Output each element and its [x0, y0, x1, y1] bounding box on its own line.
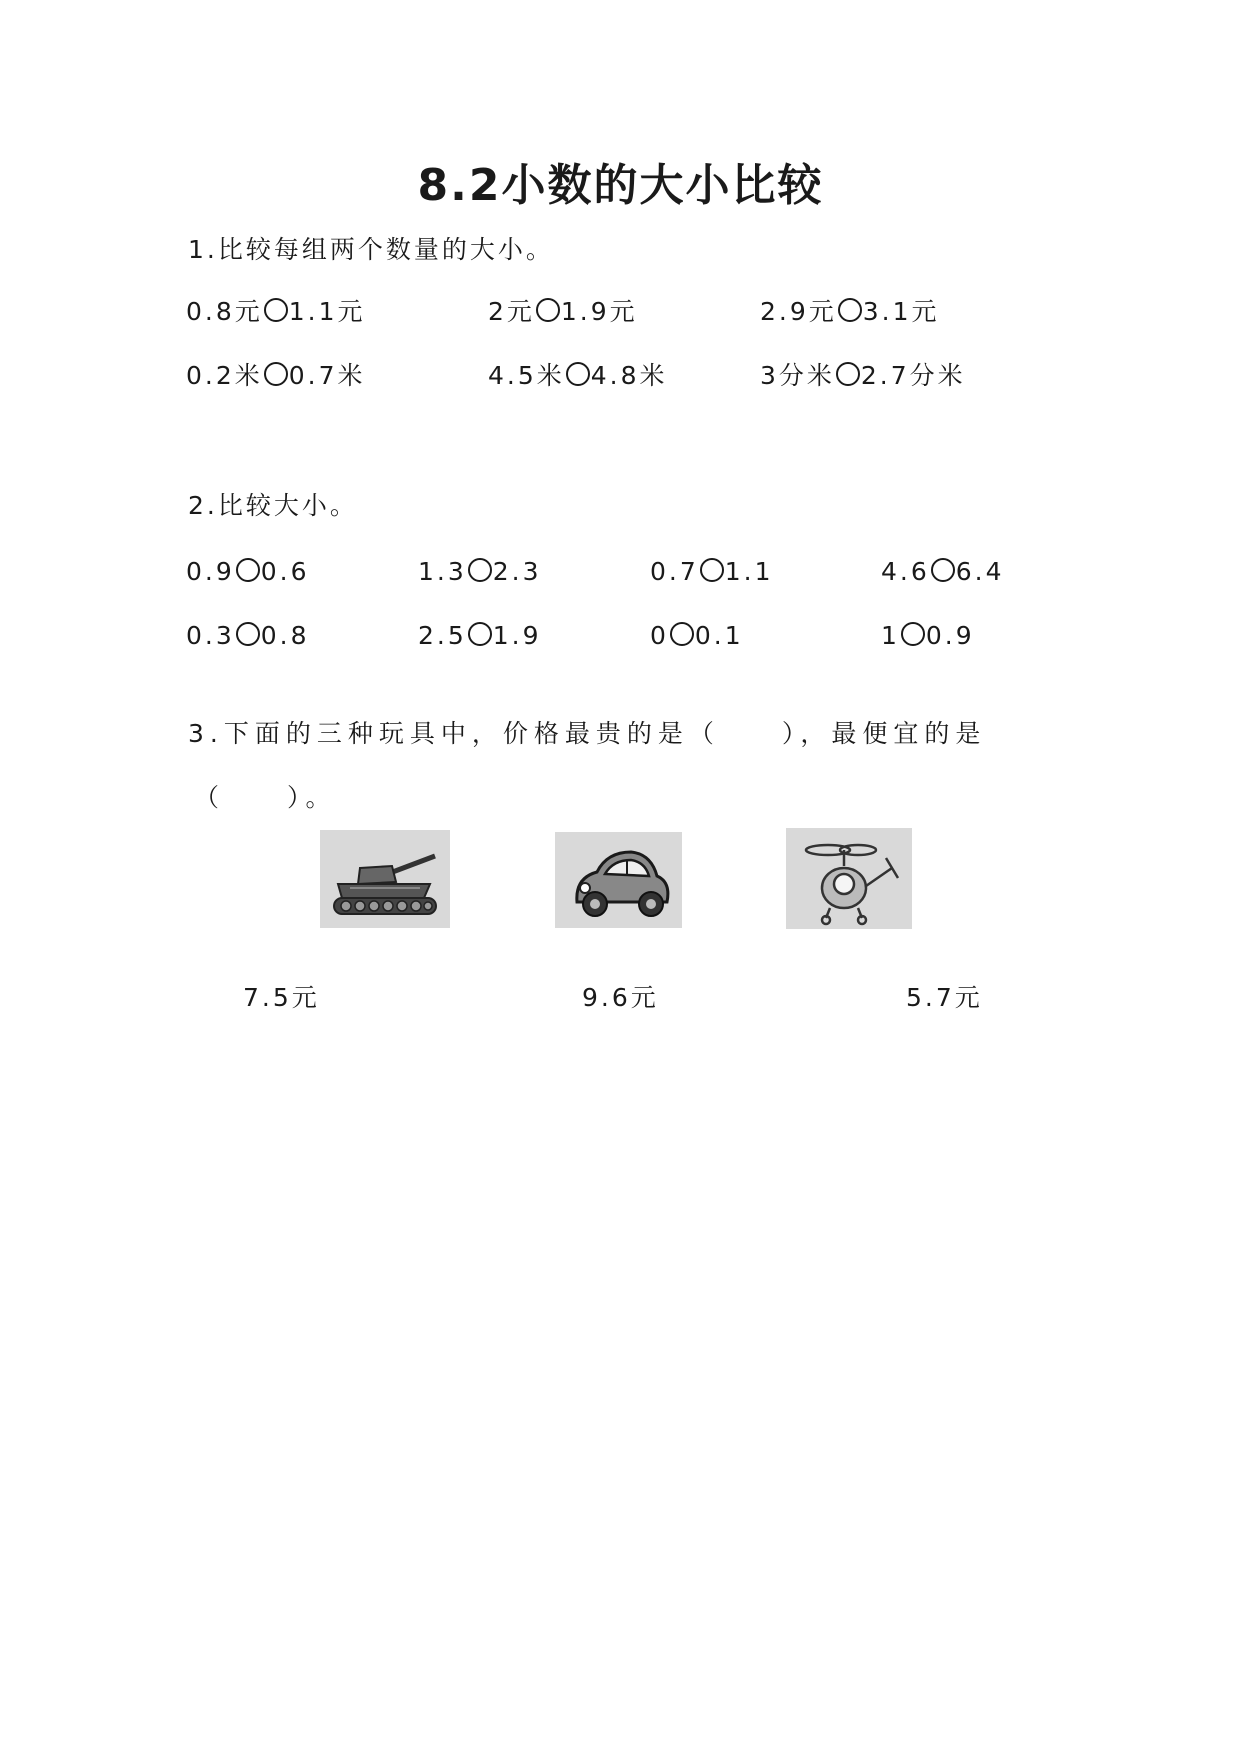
right-value: 2.3: [492, 557, 542, 586]
right-value: 1.9元: [560, 297, 638, 326]
question-3-line-1: 3.下面的三种玩具中，价格最贵的是（ ），最便宜的是: [188, 719, 987, 748]
left-value: 0.8元: [186, 297, 263, 326]
right-value: 3.1元: [862, 297, 940, 326]
left-value: 0.9: [186, 557, 235, 586]
left-value: 0.2米: [186, 361, 263, 390]
right-value: 0.9: [925, 621, 975, 650]
left-value: 3分米: [760, 361, 835, 390]
comparison-item: [418, 618, 542, 654]
blank-circle[interactable]: [700, 558, 724, 582]
right-value: 4.8米: [590, 361, 668, 390]
blank-circle[interactable]: [838, 298, 862, 322]
blank-circle[interactable]: [566, 362, 590, 386]
question-3-line-2: （ ）。: [194, 783, 337, 812]
blank-circle[interactable]: [236, 558, 260, 582]
right-value: 0.7米: [288, 361, 366, 390]
tank-icon: [320, 830, 450, 928]
right-value: 2.7分米: [860, 361, 966, 390]
comparison-item: [650, 618, 744, 654]
left-value: 2.5: [418, 621, 467, 650]
blank-circle[interactable]: [468, 558, 492, 582]
helicopter-icon: [786, 828, 912, 929]
left-value: 4.6: [881, 557, 930, 586]
comparison-item: [186, 294, 366, 330]
left-value: 0: [650, 621, 669, 650]
comparison-item: [488, 294, 638, 330]
comparison-item: [186, 618, 310, 654]
left-value: 0.7: [650, 557, 699, 586]
comparison-item: [418, 554, 542, 590]
left-value: 0.3: [186, 621, 235, 650]
blank-circle[interactable]: [468, 622, 492, 646]
question-1-heading: 1.比较每组两个数量的大小。: [188, 235, 554, 264]
blank-circle[interactable]: [836, 362, 860, 386]
right-value: 1.1: [724, 557, 774, 586]
comparison-item: [186, 554, 310, 590]
comparison-item: [186, 358, 366, 394]
left-value: 2元: [488, 297, 535, 326]
right-value: 6.4: [955, 557, 1005, 586]
comparison-item: [881, 618, 975, 654]
toy-price: 9.6元: [582, 983, 659, 1012]
comparison-item: [650, 554, 774, 590]
question-2-heading: 2.比较大小。: [188, 491, 358, 520]
right-value: 0.8: [260, 621, 310, 650]
comparison-item: [760, 358, 966, 394]
right-value: 1.9: [492, 621, 542, 650]
blank-circle[interactable]: [264, 298, 288, 322]
blank-circle[interactable]: [670, 622, 694, 646]
comparison-item: [488, 358, 668, 394]
blank-circle[interactable]: [536, 298, 560, 322]
page-title: 8.2小数的大小比较: [417, 160, 824, 211]
right-value: 0.6: [260, 557, 310, 586]
toy-price: 5.7元: [906, 983, 983, 1012]
left-value: 2.9元: [760, 297, 837, 326]
comparison-item: [760, 294, 940, 330]
blank-circle[interactable]: [264, 362, 288, 386]
left-value: 4.5米: [488, 361, 565, 390]
right-value: 1.1元: [288, 297, 366, 326]
right-value: 0.1: [694, 621, 744, 650]
blank-circle[interactable]: [901, 622, 925, 646]
toy-price: 7.5元: [243, 983, 320, 1012]
car-icon: [555, 832, 682, 928]
blank-circle[interactable]: [236, 622, 260, 646]
left-value: 1.3: [418, 557, 467, 586]
left-value: 1: [881, 621, 900, 650]
comparison-item: [881, 554, 1005, 590]
blank-circle[interactable]: [931, 558, 955, 582]
